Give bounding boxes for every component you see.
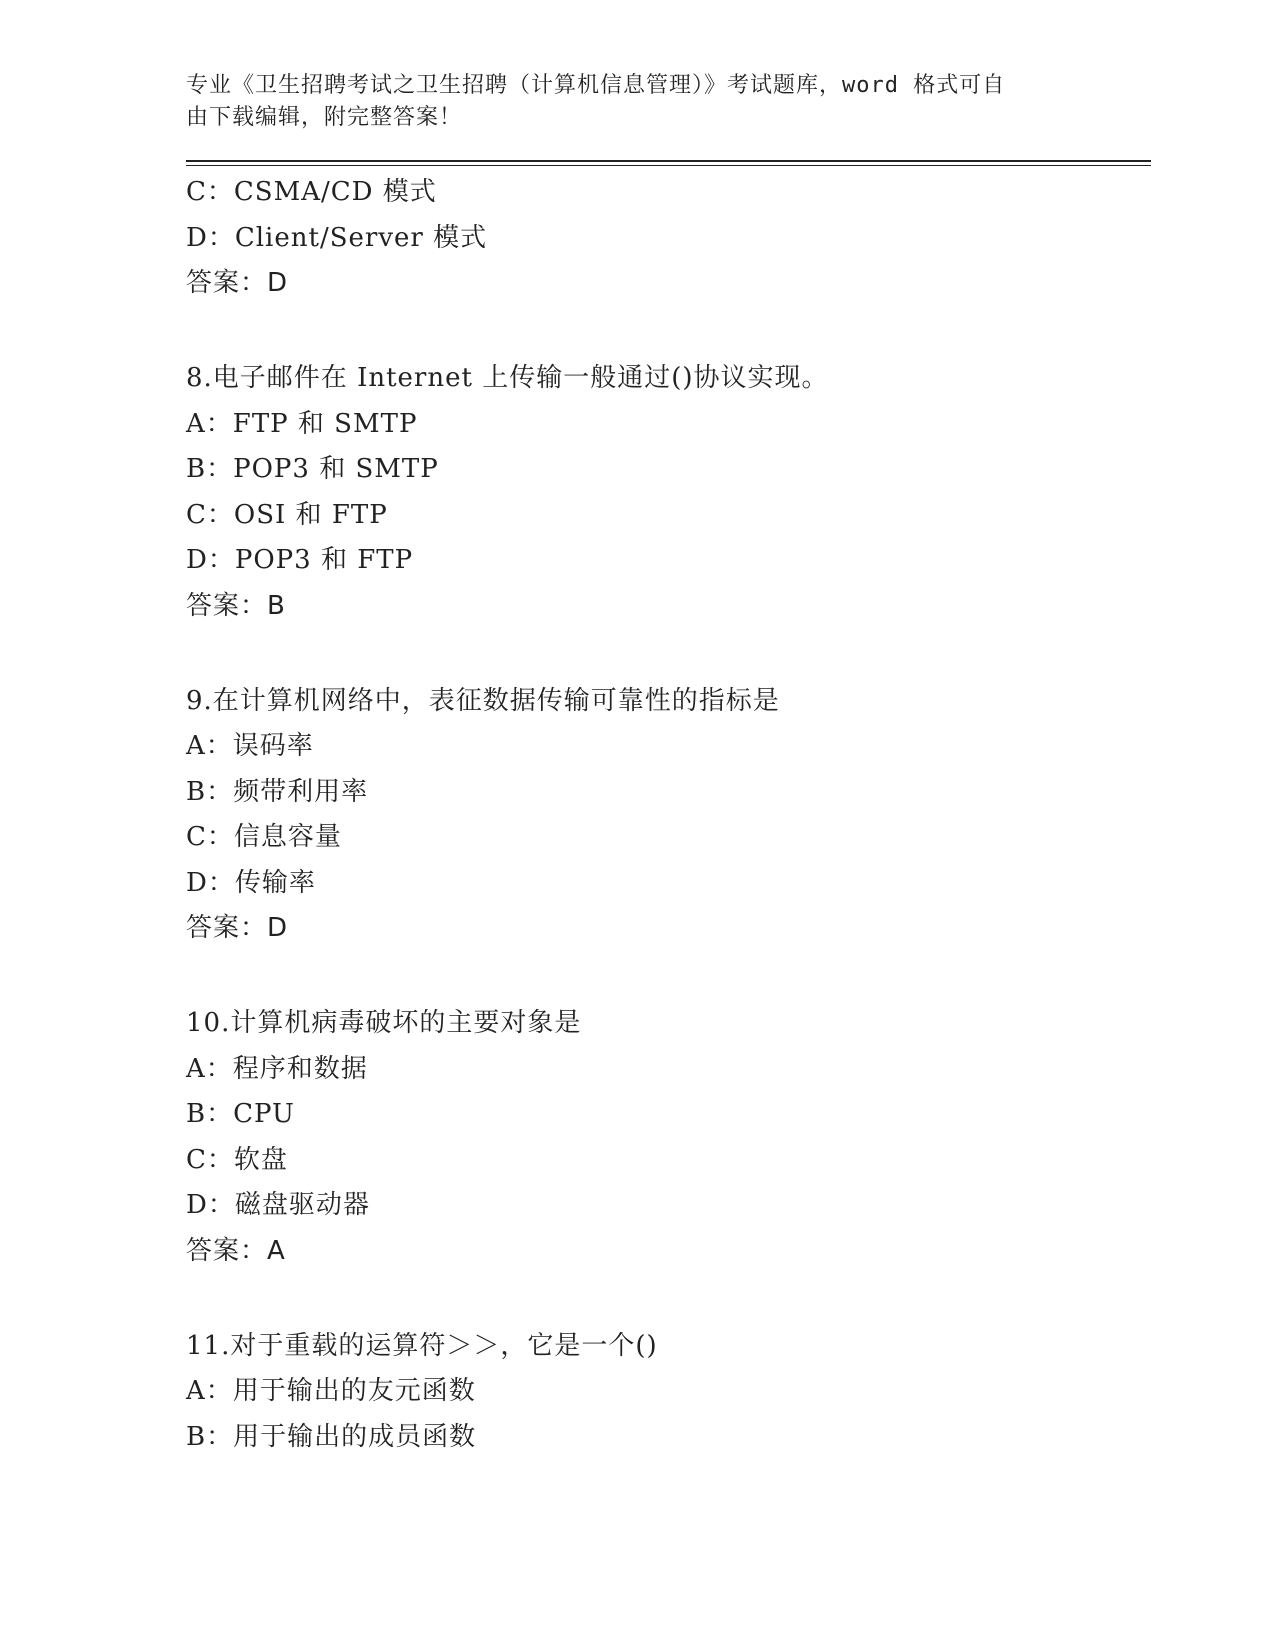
option-b: B：CPU <box>186 1099 295 1129</box>
header-divider <box>186 160 1151 166</box>
option-d: D：磁盘驱动器 <box>186 1190 370 1220</box>
spacer <box>186 629 1151 675</box>
question-stem: 10.计算机病毒破坏的主要对象是 <box>186 1008 582 1038</box>
answer-line: 答案：B <box>186 590 286 621</box>
question-9 <box>186 679 1151 952</box>
spacer <box>186 307 1151 353</box>
option-a: A：FTP 和 SMTP <box>186 408 418 439</box>
question-stem: 9.在计算机网络中，表征数据传输可靠性的指标是 <box>186 685 780 716</box>
spacer <box>186 952 1151 998</box>
option-b: B：POP3 和 SMTP <box>186 454 439 484</box>
previous-question-tail <box>186 170 1151 307</box>
question-8 <box>186 356 1151 629</box>
option-b: B：频带利用率 <box>186 776 369 807</box>
option-d: D：传输率 <box>186 867 316 898</box>
answer-line: 答案：A <box>186 1235 286 1266</box>
spacer <box>186 1274 1151 1320</box>
question-stem: 8.电子邮件在 Internet 上传输一般通过()协议实现。 <box>186 363 829 393</box>
question-stem: 11.对于重载的运算符＞＞，它是一个() <box>186 1330 658 1361</box>
header-line-2: 由下载编辑，附完整答案！ <box>186 105 463 130</box>
document-page <box>186 70 1151 1460</box>
header-line-1: 专业《卫生招聘考试之卫生招聘（计算机信息管理）》考试题库，word 格式可自 <box>186 73 1006 98</box>
answer-line: 答案：D <box>186 268 289 298</box>
option-d: D：POP3 和 FTP <box>186 545 414 575</box>
question-11 <box>186 1324 1151 1461</box>
document-header <box>186 70 1151 134</box>
question-10 <box>186 1001 1151 1274</box>
answer-line: 答案：D <box>186 913 289 943</box>
option-c: C：OSI 和 FTP <box>186 499 388 530</box>
option-c: C：软盘 <box>186 1144 288 1175</box>
option-a: A：程序和数据 <box>186 1053 368 1084</box>
option-a: A：误码率 <box>186 731 314 761</box>
option-c: C：信息容量 <box>186 822 342 852</box>
option-c: C：CSMA/CD 模式 <box>186 177 437 207</box>
option-a: A：用于输出的友元函数 <box>186 1376 476 1406</box>
option-b: B：用于输出的成员函数 <box>186 1421 477 1452</box>
option-d: D：Client/Server 模式 <box>186 222 488 253</box>
